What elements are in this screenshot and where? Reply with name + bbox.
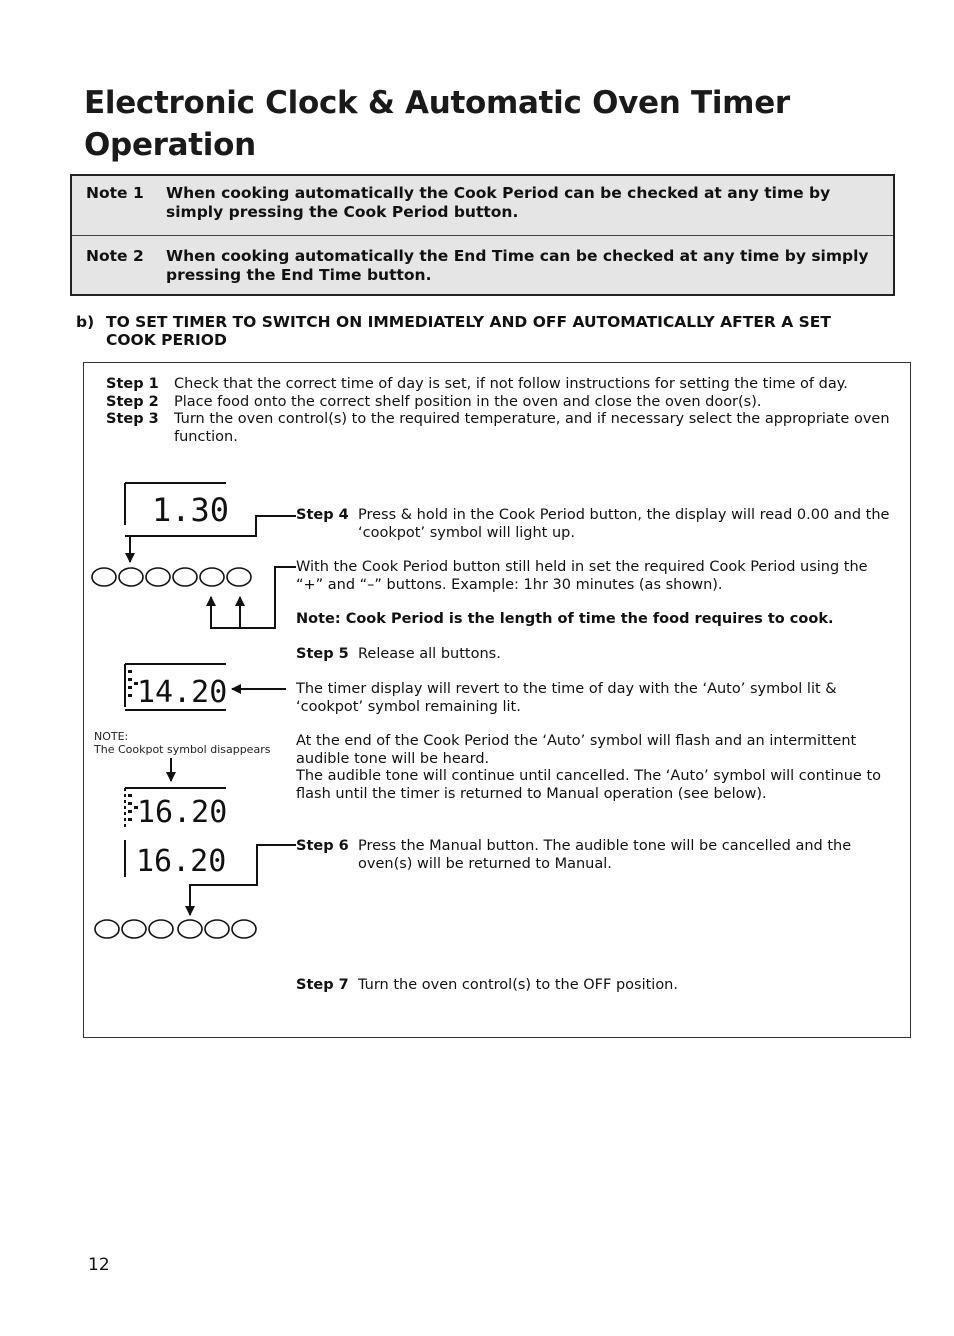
cookpot-note-text: The Cookpot symbol disappears (94, 743, 271, 756)
step-label: Step 7 (296, 977, 349, 993)
step-text: Release all buttons. (358, 646, 501, 662)
button-row (92, 568, 251, 586)
step-label: Step 5 (296, 646, 349, 662)
display-cook-period (125, 483, 229, 536)
display-manual (125, 840, 226, 879)
step-label: Step 4 (296, 507, 349, 523)
page-title: Electronic Clock & Automatic Oven Timer Operation (84, 85, 790, 163)
button-row (95, 920, 256, 938)
note-label: Note 1 (86, 184, 144, 202)
cook-period-note: Note: Cook Period is the length of time the food requires to cook. (296, 611, 834, 627)
step-text: Turn the oven control(s) to the OFF position. (358, 977, 678, 993)
page-number: 12 (88, 1255, 110, 1275)
cookpot-note-label: NOTE: (94, 730, 129, 743)
step-label: Step 3 (106, 411, 159, 427)
note-label: Note 2 (86, 247, 144, 265)
display-time-auto (125, 664, 227, 710)
section-title: TO SET TIMER TO SWITCH ON IMMEDIATELY AND OFF AUTOMATICALLY AFTER A SET COOK PERIOD (106, 313, 831, 349)
lcd-digits: 16.20 (137, 795, 228, 830)
display-end-flashing (125, 788, 227, 830)
revert-text: The timer display will revert to the time of day with the ‘Auto’ symbol lit & ‘cookpot’ symbol remaining lit. (296, 681, 837, 715)
step-text: Check that the correct time of day is set, if not follow instructions for setting the time of day. (174, 376, 848, 392)
step-text: Turn the oven control(s) to the required temperature, and if necessary select the appropriate oven function. (174, 411, 890, 445)
step-text: Place food onto the correct shelf position in the oven and close the oven door(s). (174, 394, 762, 410)
step-label: Step 2 (106, 394, 159, 410)
step-text: Press & hold in the Cook Period button, the display will read 0.00 and the ‘cookpot’ symbol will light up. (358, 507, 890, 541)
end-period-text: At the end of the Cook Period the ‘Auto’ symbol will flash and an intermittent audible tone will be heard. (296, 733, 857, 767)
note-text: When cooking automatically the End Time can be checked at any time by simply pressing the End Time button. (166, 247, 869, 284)
lcd-digits: 16.20 (136, 844, 227, 879)
tone-text: The audible tone will continue until cancelled. The ‘Auto’ symbol will continue to flash until the timer is returned to Manual operation (see below). (296, 768, 882, 802)
step-label: Step 1 (106, 376, 159, 392)
lcd-digits: 1.30 (152, 491, 230, 529)
lcd-digits: 14.20 (137, 675, 228, 710)
note-text: When cooking automatically the Cook Period can be checked at any time by simply pressing the Cook Period button. (166, 184, 831, 221)
step-label: Step 6 (296, 838, 349, 854)
section-label: b) (76, 313, 95, 331)
hold-instructions: With the Cook Period button still held in set the required Cook Period using the “+” and “–” buttons. Example: 1hr 30 minutes (as shown). (296, 559, 868, 593)
step-text: Press the Manual button. The audible tone will be cancelled and the oven(s) will be returned to Manual. (358, 838, 852, 872)
